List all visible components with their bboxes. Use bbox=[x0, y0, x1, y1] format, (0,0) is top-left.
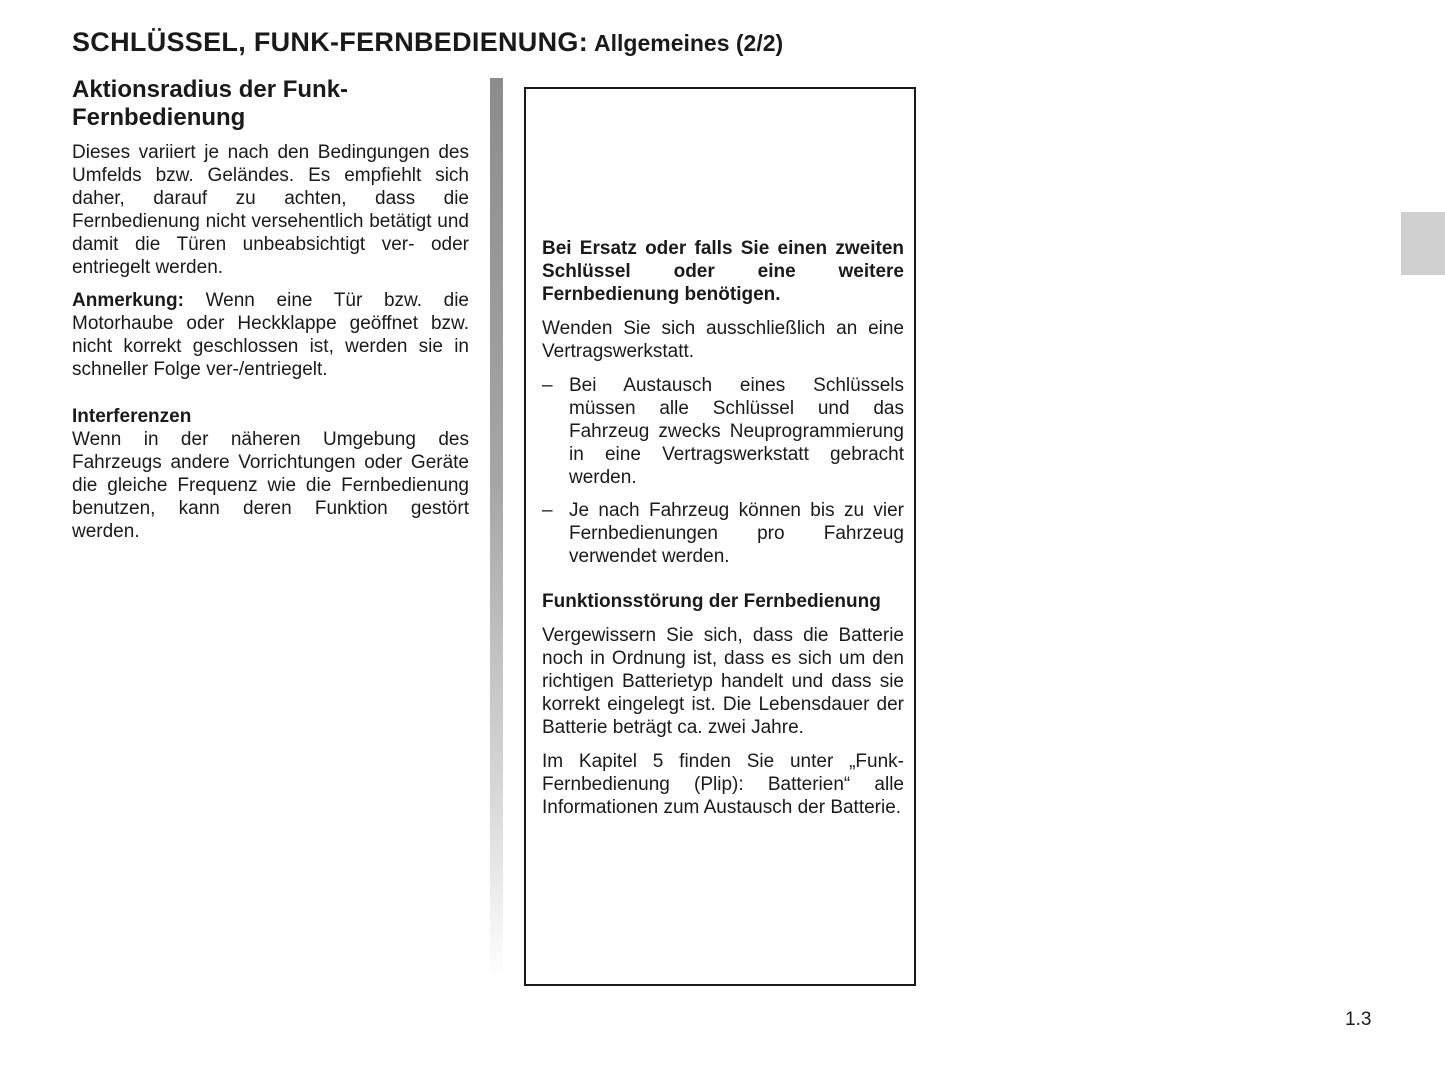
interference-heading: Interferenzen bbox=[72, 406, 192, 427]
bullet-dash: – bbox=[542, 500, 553, 521]
range-heading bbox=[72, 76, 469, 132]
interference-text: Wenn in der näheren Umgebung des Fahrzeugs andere Vorrichtungen oder Geräte die gleiche Frequenz wie die Fernbedienung benutzen, kann deren Funktion gestört werden. bbox=[72, 429, 469, 542]
info-box bbox=[524, 87, 916, 986]
replacement-bullet-list bbox=[542, 374, 904, 568]
malfunction-text: Vergewissern Sie sich, dass die Batterie noch in Ordnung ist, dass es sich um den richtigen Batterietyp handelt und dass sie korrekt eingelegt ist. Die Lebensdauer der Batterie beträgt ca. zwei Jahre. bbox=[542, 625, 904, 738]
column-divider-bar bbox=[490, 78, 503, 980]
list-item bbox=[542, 499, 904, 568]
list-item-text: Je nach Fahrzeug können bis zu vier Fernbedienungen pro Fahrzeug verwendet werden. bbox=[569, 500, 904, 567]
page-title-sub: Allgemeines (2/2) bbox=[594, 30, 784, 56]
range-heading-line2: Fernbedienung bbox=[72, 104, 246, 131]
list-item-text: Bei Austausch eines Schlüssels müssen alle Schlüssel und das Fahrzeug zwecks Neuprogrammierung in eine Vertragswerkstatt gebracht werden. bbox=[569, 375, 904, 488]
note-paragraph bbox=[72, 289, 469, 381]
malfunction-heading: Funktionsstörung der Fernbedienung bbox=[542, 591, 881, 612]
page-number: 1.3 bbox=[1345, 1009, 1372, 1030]
range-intro-text: Dieses variiert je nach den Bedingungen des Umfelds bzw. Geländes. Es empfiehlt sich daher, darauf zu achten, dass die Fernbedienung nicht versehentlich betätigt und damit die Türen unbeabsichtigt ver- oder entriegelt werden. bbox=[72, 142, 469, 278]
page-title bbox=[72, 24, 783, 59]
info-box-content bbox=[542, 237, 904, 830]
replacement-heading: Bei Ersatz oder falls Sie einen zweiten Schlüssel oder eine weitere Fernbedienung benötigen. bbox=[542, 238, 904, 305]
range-heading-line1: Aktionsradius der Funk- bbox=[72, 76, 349, 103]
page-title-main: SCHLÜSSEL, FUNK-FERNBEDIENUNG: bbox=[72, 27, 589, 57]
note-text: Wenn eine Tür bzw. die Motorhaube oder Heckklappe geöffnet bzw. nicht korrekt geschlossen ist, werden sie in schneller Folge ver-/entriegelt. bbox=[72, 290, 469, 380]
replacement-text: Wenden Sie sich ausschließlich an eine Vertragswerkstatt. bbox=[542, 318, 904, 362]
note-label: Anmerkung: bbox=[72, 290, 184, 311]
list-item bbox=[542, 374, 904, 489]
chapter-side-tab bbox=[1401, 212, 1445, 275]
left-column bbox=[72, 76, 469, 553]
bullet-dash: – bbox=[542, 375, 553, 396]
chapter-reference-text: Im Kapitel 5 finden Sie unter „Funk-Fernbedienung (Plip): Batterien“ alle Informationen zum Austausch der Batterie. bbox=[542, 751, 904, 818]
